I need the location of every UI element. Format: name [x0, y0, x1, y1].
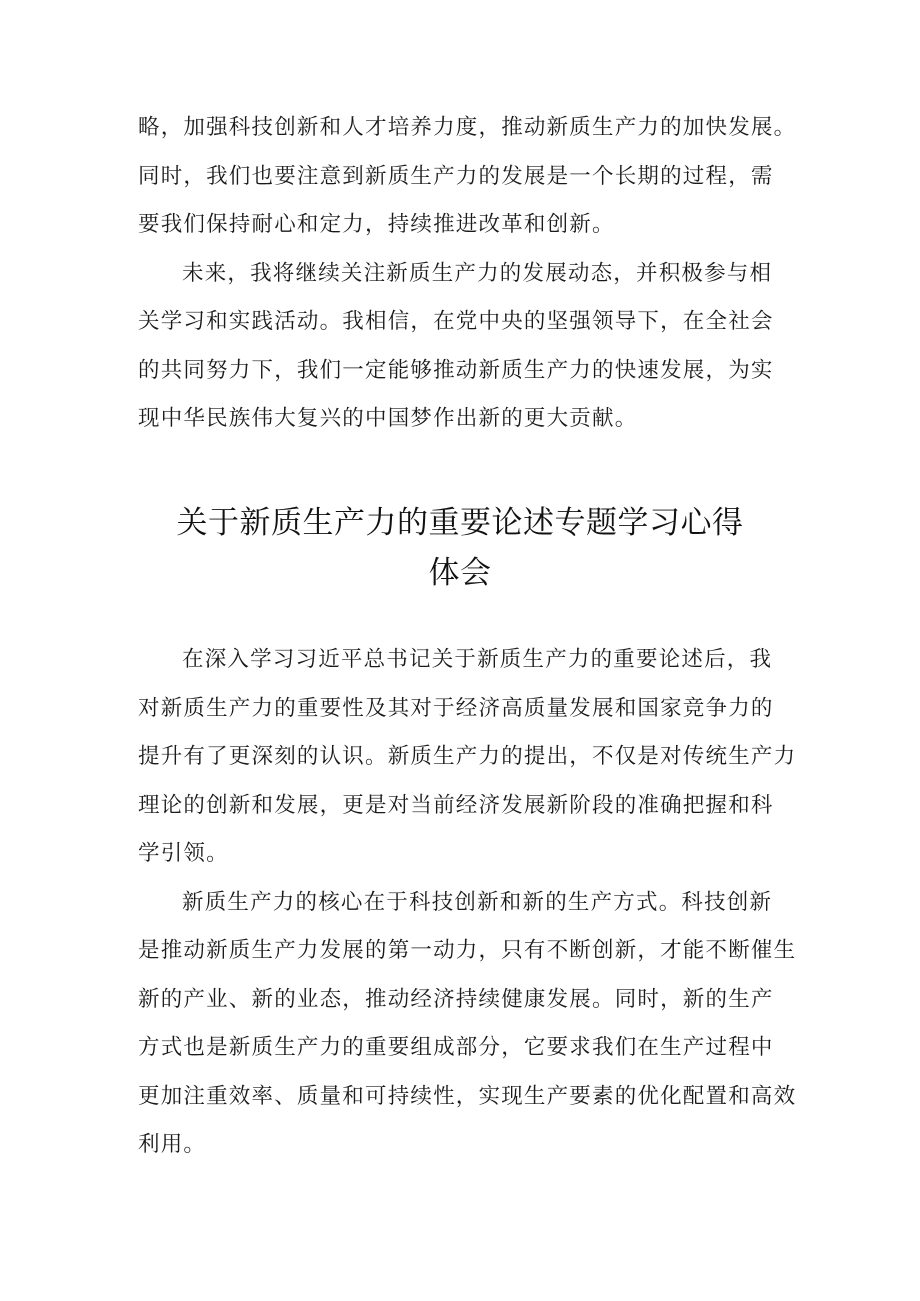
- text-line: 学引领。: [138, 841, 229, 866]
- text-line: 在深入学习习近平总书记关于新质生产力的重要论述后，我: [182, 647, 773, 672]
- text-line: 关学习和实践活动。我相信，在党中央的坚强领导下，在全社会: [138, 309, 774, 334]
- text-line: 现中华民族伟大复兴的中国梦作出新的更大贡献。: [138, 406, 638, 431]
- text-line: 同时，我们也要注意到新质生产力的发展是一个长期的过程，需: [138, 163, 774, 189]
- text-line: 是推动新质生产力发展的第一动力，只有不断创新，才能不断催生: [138, 938, 797, 963]
- text-line: 要我们保持耐心和定力，持续推进改革和创新。: [138, 212, 615, 237]
- text-line: 新质生产力的核心在于科技创新和新的生产方式。科技创新: [182, 889, 773, 915]
- text-line: 提升有了更深刻的认识。新质生产力的提出，不仅是对传统生产力: [138, 744, 797, 769]
- text-line: 略，加强科技创新和人才培养力度，推动新质生产力的加快发展。: [138, 115, 797, 140]
- article-body: [138, 636, 798, 1170]
- text-line: 的共同努力下，我们一定能够推动新质生产力的快速发展，为实: [138, 357, 774, 383]
- article-title-line: 体会: [428, 555, 492, 591]
- text-line: 理论的创新和发展，更是对当前经济发展新阶段的准确把握和科: [138, 792, 774, 818]
- text-line: 对新质生产力的重要性及其对于经济高质量发展和国家竞争力的: [138, 695, 774, 721]
- article-title: [0, 498, 920, 598]
- text-line: 利用。: [138, 1132, 207, 1157]
- text-line: 方式也是新质生产力的重要组成部分，它要求我们在生产过程中: [138, 1035, 774, 1060]
- text-line: 未来，我将继续关注新质生产力的发展动态，并积极参与相: [182, 260, 773, 286]
- previous-article-ending: [138, 104, 798, 444]
- article-title-line: 关于新质生产力的重要论述专题学习心得: [176, 505, 744, 541]
- text-line: 更加注重效率、质量和可持续性，实现生产要素的优化配置和高效: [138, 1083, 797, 1109]
- text-line: 新的产业、新的业态，推动经济持续健康发展。同时，新的生产: [138, 986, 774, 1012]
